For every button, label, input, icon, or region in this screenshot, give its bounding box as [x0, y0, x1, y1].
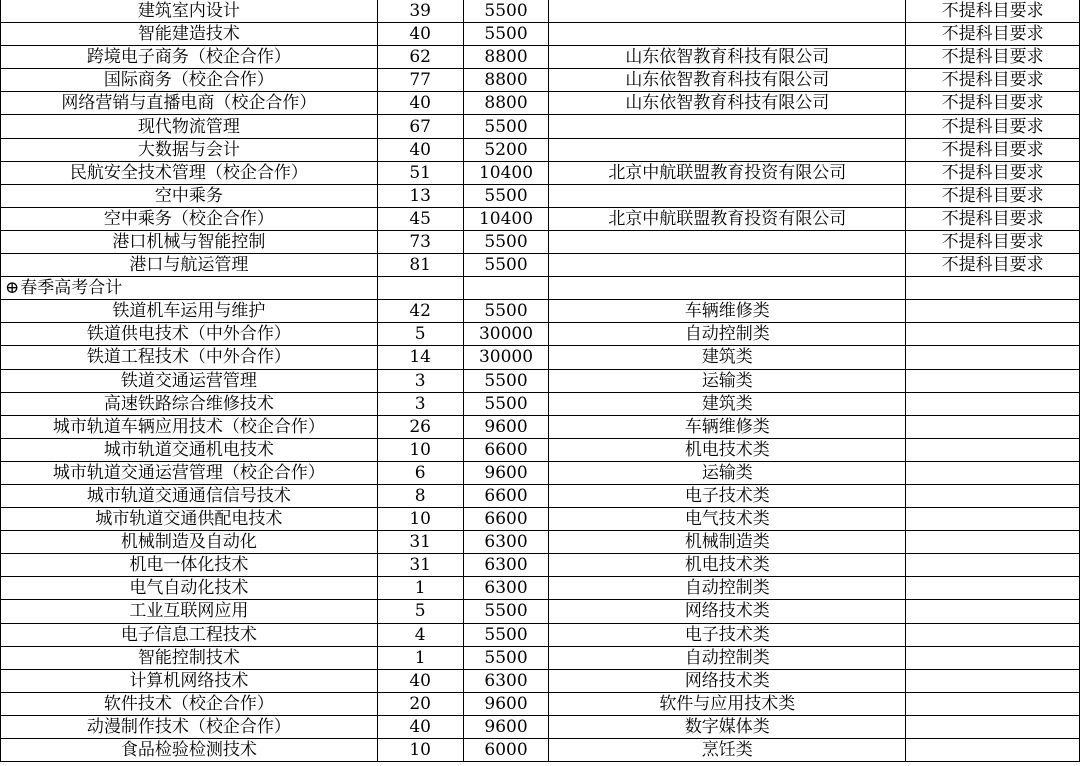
count-cell[interactable]: 4	[377, 623, 463, 646]
count-cell[interactable]: 10	[377, 739, 463, 762]
requirement-cell[interactable]: 不提科目要求	[906, 254, 1080, 277]
category-cell[interactable]: 电子技术类	[549, 484, 906, 507]
major-cell[interactable]: 城市轨道交通机电技术	[1, 438, 378, 461]
fee-cell[interactable]: 5500	[463, 369, 549, 392]
major-cell[interactable]: 城市轨道交通通信信号技术	[1, 484, 378, 507]
fee-cell[interactable]: 8800	[463, 69, 549, 92]
major-cell[interactable]: 智能建造技术	[1, 23, 378, 46]
category-cell[interactable]: 自动控制类	[549, 646, 906, 669]
count-cell[interactable]: 40	[377, 138, 463, 161]
table-row	[1, 669, 1080, 692]
fee-cell[interactable]: 9600	[463, 692, 549, 715]
table-row	[1, 438, 1080, 461]
table-row	[1, 69, 1080, 92]
category-cell[interactable]: 电子技术类	[549, 623, 906, 646]
major-cell[interactable]: 高速铁路综合维修技术	[1, 392, 378, 415]
count-cell[interactable]: 40	[377, 92, 463, 115]
count-cell[interactable]: 3	[377, 392, 463, 415]
table-row	[1, 508, 1080, 531]
category-cell[interactable]: 电气技术类	[549, 508, 906, 531]
count-cell[interactable]: 51	[377, 161, 463, 184]
count-cell[interactable]: 8	[377, 484, 463, 507]
fee-cell[interactable]: 9600	[463, 715, 549, 738]
major-cell[interactable]: 港口与航运管理	[1, 254, 378, 277]
fee-cell[interactable]: 5500	[463, 254, 549, 277]
requirement-cell[interactable]	[906, 300, 1080, 323]
count-cell[interactable]: 40	[377, 669, 463, 692]
count-cell[interactable]: 62	[377, 46, 463, 69]
fee-cell[interactable]: 5500	[463, 300, 549, 323]
partner-cell[interactable]	[549, 230, 906, 253]
count-cell[interactable]: 45	[377, 207, 463, 230]
fee-cell[interactable]: 6600	[463, 484, 549, 507]
major-cell[interactable]: 民航安全技术管理（校企合作）	[1, 161, 378, 184]
requirement-cell[interactable]	[906, 554, 1080, 577]
major-cell[interactable]: 电子信息工程技术	[1, 623, 378, 646]
category-cell[interactable]: 机电技术类	[549, 554, 906, 577]
table-row	[1, 739, 1080, 762]
table-row	[1, 184, 1080, 207]
fee-cell[interactable]: 6600	[463, 438, 549, 461]
major-cell[interactable]: 铁道供电技术（中外合作）	[1, 323, 378, 346]
major-cell[interactable]: 港口机械与智能控制	[1, 230, 378, 253]
table-row	[1, 623, 1080, 646]
major-cell[interactable]: 动漫制作技术（校企合作）	[1, 715, 378, 738]
fee-cell[interactable]: 5500	[463, 115, 549, 138]
count-cell[interactable]: 3	[377, 369, 463, 392]
partner-cell[interactable]: 山东依智教育科技有限公司	[549, 92, 906, 115]
requirement-cell[interactable]: 不提科目要求	[906, 184, 1080, 207]
major-cell[interactable]: 现代物流管理	[1, 115, 378, 138]
table-row	[1, 254, 1080, 277]
major-cell[interactable]: 空中乘务	[1, 184, 378, 207]
fee-cell[interactable]: 5500	[463, 600, 549, 623]
requirement-cell[interactable]	[906, 646, 1080, 669]
requirement-cell[interactable]	[906, 600, 1080, 623]
requirement-cell[interactable]	[906, 669, 1080, 692]
category-cell[interactable]: 自动控制类	[549, 577, 906, 600]
count-cell[interactable]: 40	[377, 23, 463, 46]
requirement-cell[interactable]: 不提科目要求	[906, 0, 1080, 23]
count-cell[interactable]: 10	[377, 438, 463, 461]
major-cell[interactable]: 铁道工程技术（中外合作）	[1, 346, 378, 369]
table-row	[1, 577, 1080, 600]
expand-icon[interactable]: ⊕	[5, 278, 20, 299]
category-cell[interactable]: 软件与应用技术类	[549, 692, 906, 715]
requirement-cell[interactable]	[906, 623, 1080, 646]
requirement-cell[interactable]	[906, 508, 1080, 531]
major-cell[interactable]: 网络营销与直播电商（校企合作）	[1, 92, 378, 115]
table-row	[1, 346, 1080, 369]
table-row	[1, 392, 1080, 415]
category-cell[interactable]: 建筑类	[549, 392, 906, 415]
table-body	[1, 0, 1080, 762]
requirement-cell[interactable]	[906, 715, 1080, 738]
partner-cell[interactable]	[549, 115, 906, 138]
fee-cell[interactable]: 6600	[463, 508, 549, 531]
fee-cell[interactable]: 6300	[463, 577, 549, 600]
fee-cell[interactable]: 5500	[463, 623, 549, 646]
major-cell[interactable]: 铁道机车运用与维护	[1, 300, 378, 323]
fee-cell[interactable]: 5500	[463, 230, 549, 253]
requirement-cell[interactable]: 不提科目要求	[906, 23, 1080, 46]
table-row	[1, 207, 1080, 230]
partner-cell[interactable]: 山东依智教育科技有限公司	[549, 46, 906, 69]
major-cell[interactable]: 空中乘务（校企合作）	[1, 207, 378, 230]
fee-cell[interactable]: 30000	[463, 323, 549, 346]
count-cell[interactable]: 5	[377, 600, 463, 623]
category-cell[interactable]: 运输类	[549, 461, 906, 484]
table-row	[1, 46, 1080, 69]
requirement-cell[interactable]: 不提科目要求	[906, 69, 1080, 92]
category-cell[interactable]: 机械制造类	[549, 531, 906, 554]
requirement-cell[interactable]: 不提科目要求	[906, 138, 1080, 161]
fee-cell[interactable]	[463, 277, 549, 300]
fee-cell[interactable]: 5500	[463, 392, 549, 415]
fee-cell[interactable]: 9600	[463, 415, 549, 438]
major-cell[interactable]: 电气自动化技术	[1, 577, 378, 600]
requirement-cell[interactable]	[906, 692, 1080, 715]
major-cell[interactable]: 机电一体化技术	[1, 554, 378, 577]
count-cell[interactable]: 14	[377, 346, 463, 369]
count-cell[interactable]: 31	[377, 554, 463, 577]
requirement-cell[interactable]	[906, 484, 1080, 507]
count-cell[interactable]: 39	[377, 0, 463, 23]
requirement-cell[interactable]: 不提科目要求	[906, 230, 1080, 253]
category-cell[interactable]: 机电技术类	[549, 438, 906, 461]
fee-cell[interactable]: 6300	[463, 554, 549, 577]
category-cell[interactable]: 建筑类	[549, 346, 906, 369]
requirement-cell[interactable]: 不提科目要求	[906, 207, 1080, 230]
partner-cell[interactable]	[549, 184, 906, 207]
category-cell[interactable]: 烹饪类	[549, 739, 906, 762]
partner-cell[interactable]	[549, 254, 906, 277]
category-cell[interactable]: 网络技术类	[549, 669, 906, 692]
section-label-cell[interactable]	[1, 277, 378, 300]
major-cell[interactable]: 食品检验检测技术	[1, 739, 378, 762]
fee-cell[interactable]: 5500	[463, 0, 549, 23]
table-row	[1, 531, 1080, 554]
fee-cell[interactable]: 6000	[463, 739, 549, 762]
table-row	[1, 230, 1080, 253]
count-cell[interactable]: 77	[377, 69, 463, 92]
table-row	[1, 138, 1080, 161]
count-cell[interactable]	[377, 277, 463, 300]
table-row	[1, 415, 1080, 438]
requirement-cell[interactable]	[906, 577, 1080, 600]
count-cell[interactable]: 6	[377, 461, 463, 484]
table-row	[1, 300, 1080, 323]
requirement-cell[interactable]	[906, 415, 1080, 438]
fee-cell[interactable]: 10400	[463, 207, 549, 230]
requirement-cell[interactable]: 不提科目要求	[906, 115, 1080, 138]
major-cell[interactable]: 跨境电子商务（校企合作）	[1, 46, 378, 69]
partner-cell[interactable]	[549, 0, 906, 23]
major-cell[interactable]: 城市轨道交通供配电技术	[1, 508, 378, 531]
partner-cell[interactable]: 北京中航联盟教育投资有限公司	[549, 207, 906, 230]
major-cell[interactable]: 铁道交通运营管理	[1, 369, 378, 392]
fee-cell[interactable]: 6300	[463, 531, 549, 554]
count-cell[interactable]: 73	[377, 230, 463, 253]
table-row	[1, 92, 1080, 115]
requirement-cell[interactable]	[906, 323, 1080, 346]
major-cell[interactable]: 大数据与会计	[1, 138, 378, 161]
fee-cell[interactable]: 9600	[463, 461, 549, 484]
requirement-cell[interactable]: 不提科目要求	[906, 46, 1080, 69]
requirement-cell[interactable]	[906, 392, 1080, 415]
count-cell[interactable]: 81	[377, 254, 463, 277]
count-cell[interactable]: 31	[377, 531, 463, 554]
fee-cell[interactable]: 8800	[463, 92, 549, 115]
count-cell[interactable]: 5	[377, 323, 463, 346]
partner-cell[interactable]	[549, 277, 906, 300]
fee-cell[interactable]: 5500	[463, 646, 549, 669]
requirement-cell[interactable]	[906, 739, 1080, 762]
count-cell[interactable]: 13	[377, 184, 463, 207]
count-cell[interactable]: 67	[377, 115, 463, 138]
count-cell[interactable]: 1	[377, 577, 463, 600]
table-row	[1, 715, 1080, 738]
partner-cell[interactable]: 山东依智教育科技有限公司	[549, 69, 906, 92]
requirement-cell[interactable]	[906, 277, 1080, 300]
requirement-cell[interactable]	[906, 438, 1080, 461]
table-row	[1, 554, 1080, 577]
table-row	[1, 692, 1080, 715]
count-cell[interactable]: 40	[377, 715, 463, 738]
requirement-cell[interactable]	[906, 461, 1080, 484]
major-cell[interactable]: 城市轨道交通运营管理（校企合作）	[1, 461, 378, 484]
requirement-cell[interactable]	[906, 369, 1080, 392]
category-cell[interactable]: 自动控制类	[549, 323, 906, 346]
count-cell[interactable]: 26	[377, 415, 463, 438]
table-row	[1, 646, 1080, 669]
fee-cell[interactable]: 5200	[463, 138, 549, 161]
requirement-cell[interactable]	[906, 531, 1080, 554]
table-row	[1, 600, 1080, 623]
count-cell[interactable]: 20	[377, 692, 463, 715]
table-row	[1, 369, 1080, 392]
category-cell[interactable]: 车辆维修类	[549, 415, 906, 438]
table-row	[1, 115, 1080, 138]
major-cell[interactable]: 建筑室内设计	[1, 0, 378, 23]
count-cell[interactable]: 1	[377, 646, 463, 669]
count-cell[interactable]: 42	[377, 300, 463, 323]
major-cell[interactable]: 机械制造及自动化	[1, 531, 378, 554]
major-cell[interactable]: 智能控制技术	[1, 646, 378, 669]
fee-cell[interactable]: 5500	[463, 23, 549, 46]
major-cell[interactable]: 国际商务（校企合作）	[1, 69, 378, 92]
table-row	[1, 461, 1080, 484]
table-row	[1, 484, 1080, 507]
requirement-cell[interactable]: 不提科目要求	[906, 92, 1080, 115]
fee-cell[interactable]: 30000	[463, 346, 549, 369]
requirement-cell[interactable]	[906, 346, 1080, 369]
major-cell[interactable]: 软件技术（校企合作）	[1, 692, 378, 715]
partner-cell[interactable]: 北京中航联盟教育投资有限公司	[549, 161, 906, 184]
table-row	[1, 161, 1080, 184]
category-cell[interactable]: 运输类	[549, 369, 906, 392]
section-label: 春季高考合计	[20, 278, 123, 299]
count-cell[interactable]: 10	[377, 508, 463, 531]
fee-cell[interactable]: 8800	[463, 46, 549, 69]
fee-cell[interactable]: 6300	[463, 669, 549, 692]
fee-cell[interactable]: 10400	[463, 161, 549, 184]
fee-cell[interactable]: 5500	[463, 184, 549, 207]
category-cell[interactable]: 网络技术类	[549, 600, 906, 623]
major-cell[interactable]: 计算机网络技术	[1, 669, 378, 692]
partner-cell[interactable]	[549, 23, 906, 46]
section-row	[1, 277, 1080, 300]
table-row	[1, 323, 1080, 346]
requirement-cell[interactable]: 不提科目要求	[906, 161, 1080, 184]
category-cell[interactable]: 数字媒体类	[549, 715, 906, 738]
partner-cell[interactable]	[549, 138, 906, 161]
category-cell[interactable]: 车辆维修类	[549, 300, 906, 323]
major-cell[interactable]: 工业互联网应用	[1, 600, 378, 623]
major-cell[interactable]: 城市轨道车辆应用技术（校企合作）	[1, 415, 378, 438]
table-row	[1, 23, 1080, 46]
table-row	[1, 0, 1080, 23]
